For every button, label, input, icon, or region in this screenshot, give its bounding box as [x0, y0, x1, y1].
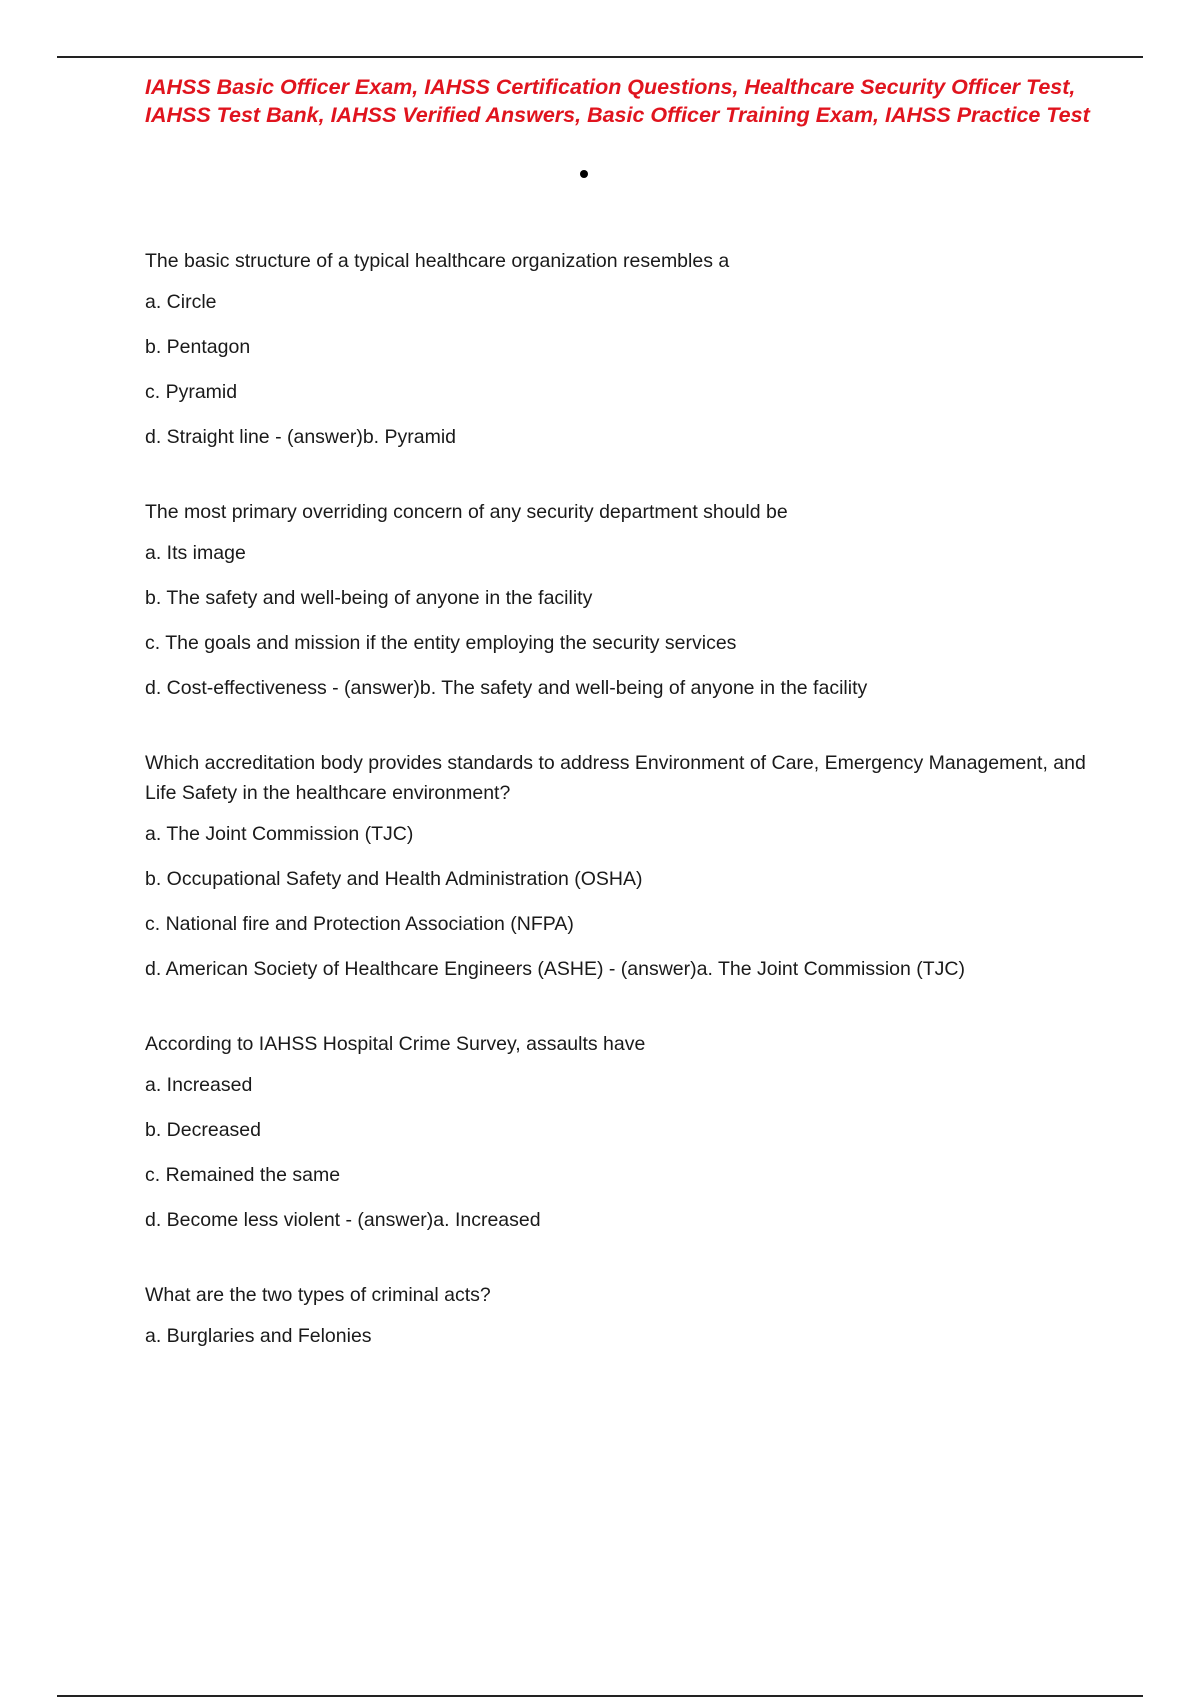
question-text: The basic structure of a typical healthcare organization resembles a — [145, 250, 730, 272]
answer-option: b. Pentagon — [145, 336, 251, 358]
answer-option: c. Pyramid — [145, 381, 238, 403]
question-block — [145, 497, 1105, 700]
answer-option: d. Become less violent - (answer)a. Increased — [145, 1209, 541, 1231]
question-text: The most primary overriding concern of any security department should be — [145, 501, 788, 523]
answer-option: c. Remained the same — [145, 1164, 341, 1186]
answer-option: c. The goals and mission if the entity employing the security services — [145, 632, 737, 654]
question-list — [145, 246, 1105, 1396]
answer-option: b. The safety and well-being of anyone in the facility — [145, 587, 593, 609]
question-text: Which accreditation body provides standards to address Environment of Care, Emergency Management, and Life Safety in the healthcare environment? — [145, 752, 1086, 804]
answer-option: d. American Society of Healthcare Engineers (ASHE) - (answer)a. The Joint Commission (TJC) — [145, 958, 966, 980]
answer-option: d. Cost-effectiveness - (answer)b. The safety and well-being of anyone in the facility — [145, 677, 868, 699]
question-block — [145, 246, 1105, 449]
answer-option: c. National fire and Protection Association (NFPA) — [145, 913, 574, 935]
question-text: According to IAHSS Hospital Crime Survey, assaults have — [145, 1033, 646, 1055]
answer-option: b. Decreased — [145, 1119, 261, 1141]
answer-option: b. Occupational Safety and Health Administration (OSHA) — [145, 868, 643, 890]
document-header — [145, 73, 1145, 129]
question-block — [145, 1280, 1105, 1348]
answer-option: a. Burglaries and Felonies — [145, 1325, 372, 1347]
answer-option: a. Its image — [145, 542, 246, 564]
header-line-2: IAHSS Test Bank, IAHSS Verified Answers, Basic Officer Training Exam, IAHSS Practice Test — [145, 103, 1090, 127]
bullet-icon — [580, 170, 588, 178]
question-block — [145, 1029, 1105, 1232]
question-text: What are the two types of criminal acts? — [145, 1284, 491, 1306]
question-block — [145, 748, 1105, 981]
bottom-rule — [57, 1695, 1143, 1697]
answer-option: a. Circle — [145, 291, 217, 313]
answer-option: a. The Joint Commission (TJC) — [145, 823, 414, 845]
header-line-1: IAHSS Basic Officer Exam, IAHSS Certification Questions, Healthcare Security Officer Test, — [145, 75, 1076, 99]
answer-option: a. Increased — [145, 1074, 253, 1096]
top-rule — [57, 56, 1143, 58]
answer-option: d. Straight line - (answer)b. Pyramid — [145, 426, 457, 448]
